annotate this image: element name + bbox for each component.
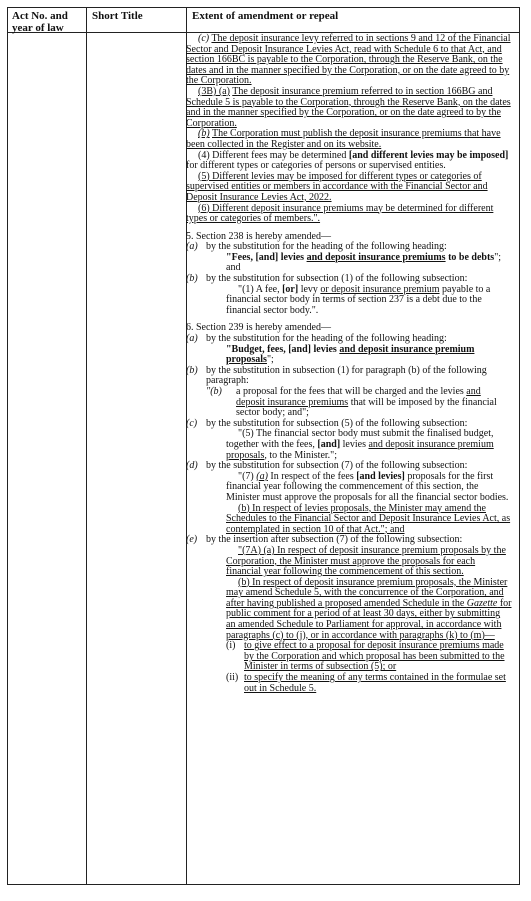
s239-item-d: (d) by the substitution for subsection (7) of the following subsection: bbox=[186, 460, 468, 472]
s238-item-b: (b) by the substitution for subsection (1) of the following subsection: bbox=[186, 273, 468, 285]
s238-quote-b: "(1) A fee, [or] levy or deposit insurance premium payable to a financial sector body in terms of section 237 is a debt due to the financial sector body.". bbox=[226, 283, 491, 316]
header-act-no: Act No. and year of law bbox=[12, 10, 68, 34]
section-238-heading: 5. Section 238 is hereby amended— bbox=[186, 230, 331, 242]
s239-quote-a: "Budget, fees, [and] levies and deposit insurance premium proposals"; bbox=[226, 343, 475, 366]
s239-quote-d2: (b) In respect of levies proposals, the Minister may amend the Schedules to the Financial Sector and Deposit Insurance Levies Act, as contemplated in section 10 of that Act."; and bbox=[226, 502, 511, 535]
s239-item-c: (c) by the substitution for subsection (5) of the following subsection: bbox=[186, 417, 468, 429]
para-5: (5) Different levies may be imposed for different types or categories of supervised entities or members in accordance with the Financial Sector and Deposit Insurance Levies Act, 2022. bbox=[186, 170, 488, 203]
s239-quote-d1: "(7) (a) In respect of the fees [and levies] proposals for the first financial year following the commencement of this section, the Minister must approve the proposals for all the financial sector bodies. bbox=[226, 470, 509, 503]
para-6: (6) Different deposit insurance premiums may be determined for different types or categories of members.". bbox=[186, 202, 494, 225]
para-c: (c) The deposit insurance levy referred to in sections 9 and 12 of the Financial Sector and Deposit Insurance Levies Act, read with Schedule 6 to that Act, and section 166BC is payable to the Corporation, through the Reserve Bank, on the dates and in the manner specified by the Corporation, or on the date agreed to by the Corporation. bbox=[186, 33, 511, 87]
column-divider bbox=[86, 8, 87, 884]
s239-item-e: (e) by the insertion after subsection (7) of the following subsection: bbox=[186, 534, 463, 546]
para-3b: (3B) (a) The deposit insurance premium referred to in section 166BG and Schedule 5 is payable to the Corporation, through the Reserve Bank, on the dates and in the manner specified by the Corporation, or on the date agreed to by the Corporation. bbox=[186, 85, 511, 129]
header-extent: Extent of amendment or repeal bbox=[192, 10, 339, 22]
section-239-heading: 6. Section 239 is hereby amended— bbox=[186, 322, 331, 334]
s239-quote-b: "(b) a proposal for the fees that will be charged and the levies and deposit insurance premiums that will be imposed by the financial sector body; and"; bbox=[206, 386, 497, 419]
header-short-title: Short Title bbox=[92, 10, 143, 22]
s239-quote-c: "(5) The financial sector body must submit the finalised budget, together with the fees, [and] levies and deposit insurance premium proposals, to the Minister."; bbox=[226, 428, 494, 461]
s238-item-a: (a) by the substitution for the heading of the following heading: bbox=[186, 241, 447, 253]
s239-quote-e2: (b) In respect of deposit insurance premium proposals, the Minister may amend Schedule 5, with the concurrence of the Corporation, and after having published a proposed amended Schedule in the Gazette for public comment for a period of at least 30 days, either by submitting an amended Schedule to Parliament for approval, in accordance with paragraphs (c) to (j), or in accordance with paragraphs (k) to (m)— bbox=[226, 576, 512, 641]
extent-column-content bbox=[186, 34, 512, 694]
s239-item-b: (b) by the substitution in subsection (1) for paragraph (b) of the following paragraph: bbox=[186, 364, 487, 387]
s239-quote-e1: "(7A) (a) In respect of deposit insurance premium proposals by the Corporation, the Minister must approve the proposals for each financial year following the commencement of this section. bbox=[226, 544, 506, 578]
s239-item-a: (a) by the substitution for the heading of the following heading: bbox=[186, 333, 447, 345]
para-4: (4) Different fees may be determined [and different levies may be imposed] for different types or categories of persons or supervised entities. bbox=[186, 149, 509, 172]
s238-quote-a: "Fees, [and] levies and deposit insurance premiums to be debts"; and bbox=[226, 251, 502, 274]
s239-subitem-i: (i) to give effect to a proposal for deposit insurance premiums made by the Corporation and which proposal has been submitted to the Minister in terms of subsection (5); or bbox=[226, 640, 505, 673]
s239-subitem-ii: (ii) to specify the meaning of any terms contained in the formulae set out in Schedule 5. bbox=[226, 672, 506, 694]
para-3b-b: (b) The Corporation must publish the deposit insurance premiums that have been collected in the Register and on its website. bbox=[186, 128, 501, 150]
